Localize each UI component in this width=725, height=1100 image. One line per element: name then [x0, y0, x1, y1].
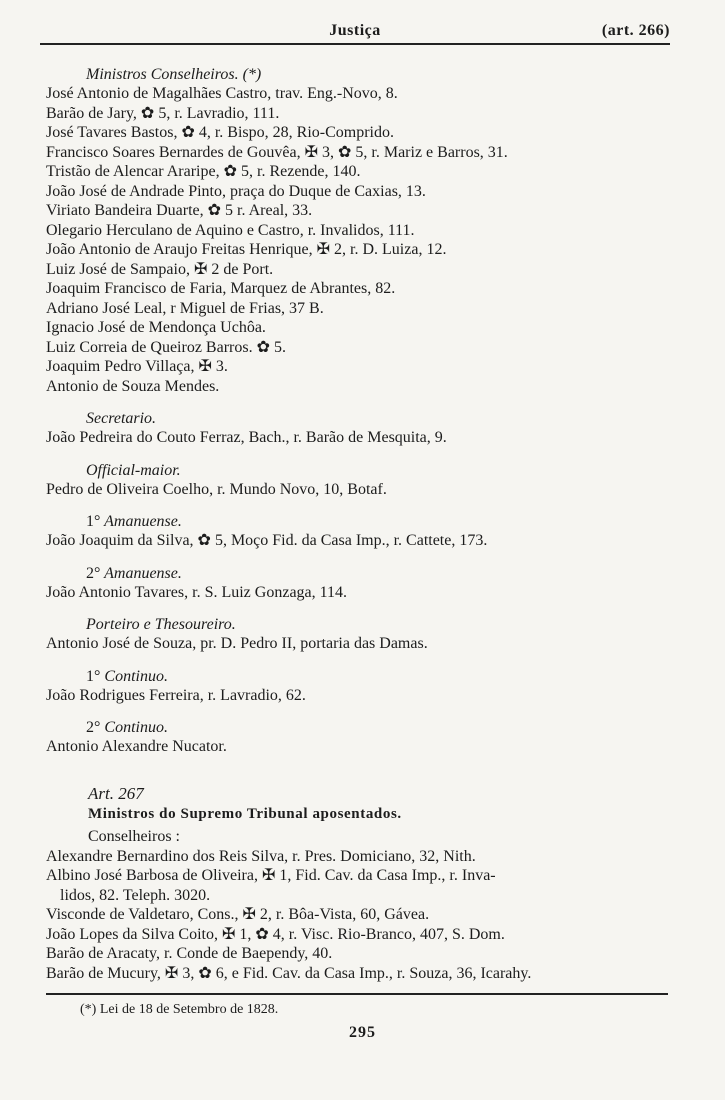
section-heading-number: 2°: [86, 719, 101, 736]
section-heading: [46, 667, 676, 686]
section-heading-number: 2°: [86, 564, 101, 582]
entry-line: José Antonio de Magalhães Castro, trav. Eng.-Novo, 8.: [46, 85, 398, 102]
section-heading: [46, 615, 676, 634]
section-heading-text: Secretario.: [86, 410, 157, 427]
entry-line: Visconde de Valdetaro, Cons., ✠ 2, r. Bôa-Vista, 60, Gávea.: [46, 906, 430, 923]
entry-line: Luiz José de Sampaio, ✠ 2 de Port.: [46, 260, 274, 278]
document-body: [46, 65, 676, 983]
section-heading: [46, 461, 676, 480]
section-heading-text: Porteiro e Thesoureiro.: [86, 616, 236, 633]
footnote: (*) Lei de 18 de Setembro de 1828.: [80, 1002, 279, 1017]
entry-line: Ignacio José de Mendonça Uchôa.: [46, 319, 266, 336]
entry-line: Alexandre Bernardino dos Reis Silva, r. Pres. Domiciano, 32, Nith.: [46, 847, 476, 865]
entry-line: Adriano José Leal, r Miguel de Frias, 37 B.: [46, 299, 324, 317]
entry-line: João José de Andrade Pinto, praça do Duque de Caxias, 13.: [46, 182, 426, 200]
entry-line: Olegario Herculano de Aquino e Castro, r. Invalidos, 111.: [46, 221, 415, 239]
section-heading-text: Ministros Conselheiros. (*): [86, 66, 262, 83]
entry-line: Viriato Bandeira Duarte, ✿ 5 r. Areal, 33.: [46, 202, 313, 219]
page-header: [40, 22, 670, 44]
entry-line: Joaquim Francisco de Faria, Marquez de Abrantes, 82.: [46, 280, 396, 297]
entry-line: lidos, 82. Teleph. 3020.: [60, 886, 211, 904]
entry-line: Barão de Mucury, ✠ 3, ✿ 6, e Fid. Cav. da Casa Imp., r. Souza, 36, Icarahy.: [46, 964, 532, 982]
entry-line: José Tavares Bastos, ✿ 4, r. Bispo, 28, Rio-Comprido.: [46, 124, 394, 141]
section-heading-text: Amanuense.: [104, 564, 182, 582]
header-article-ref: (art. 266): [601, 22, 670, 39]
article-subheading: Conselheiros :: [88, 827, 180, 845]
section-heading: [46, 409, 676, 428]
section-heading-text: Amanuense.: [104, 513, 182, 530]
section-heading-number: 1°: [86, 513, 101, 530]
section-heading: [46, 512, 676, 531]
entry-line: João Antonio de Araujo Freitas Henrique, ✠ 2, r. D. Luiza, 12.: [46, 241, 447, 258]
entry-line: Francisco Soares Bernardes de Gouvêa, ✠ 3, ✿ 5, r. Mariz e Barros, 31.: [46, 143, 508, 161]
entry-line: Barão de Aracaty, r. Conde de Baependy, 40.: [46, 945, 333, 962]
section-heading: [46, 564, 676, 583]
article-title: Ministros do Supremo Tribunal aposentados.: [88, 805, 402, 822]
page-number: 295: [349, 1024, 376, 1041]
header-rule: [40, 43, 670, 45]
section-heading-text: Official-maior.: [86, 461, 181, 479]
section-heading-text: Continuo.: [104, 667, 168, 685]
entry-line: João Pedreira do Couto Ferraz, Bach., r. Barão de Mesquita, 9.: [46, 429, 447, 446]
entry-line: Pedro de Oliveira Coelho, r. Mundo Novo, 10, Botaf.: [46, 480, 387, 498]
article-heading: Art. 267: [88, 783, 144, 803]
entry-line: Antonio de Souza Mendes.: [46, 377, 220, 395]
section-heading-number: 1°: [86, 667, 101, 685]
section-heading: [46, 65, 676, 84]
entry-line: João Joaquim da Silva, ✿ 5, Moço Fid. da Casa Imp., r. Cattete, 173.: [46, 532, 488, 549]
entry-line: Antonio Alexandre Nucator.: [46, 738, 227, 755]
entry-line: Albino José Barbosa de Oliveira, ✠ 1, Fid. Cav. da Casa Imp., r. Inva-: [46, 867, 496, 884]
footnote-rule: [46, 993, 668, 995]
entry-line: João Lopes da Silva Coito, ✠ 1, ✿ 4, r. Visc. Rio-Branco, 407, S. Dom.: [46, 925, 505, 943]
entry-line: João Rodrigues Ferreira, r. Lavradio, 62.: [46, 686, 306, 704]
entry-line: Joaquim Pedro Villaça, ✠ 3.: [46, 358, 228, 375]
entry-line: João Antonio Tavares, r. S. Luiz Gonzaga, 114.: [46, 583, 348, 601]
entry-line: Antonio José de Souza, pr. D. Pedro II, portaria das Damas.: [46, 635, 428, 652]
section-heading: [46, 718, 676, 737]
entry-line: Tristão de Alencar Araripe, ✿ 5, r. Rezende, 140.: [46, 163, 361, 180]
entry-line: Luiz Correia de Queiroz Barros. ✿ 5.: [46, 338, 286, 356]
entry-line: Barão de Jary, ✿ 5, r. Lavradio, 111.: [46, 104, 280, 122]
section-heading-text: Continuo.: [104, 719, 168, 736]
header-title: Justiça: [329, 22, 381, 39]
